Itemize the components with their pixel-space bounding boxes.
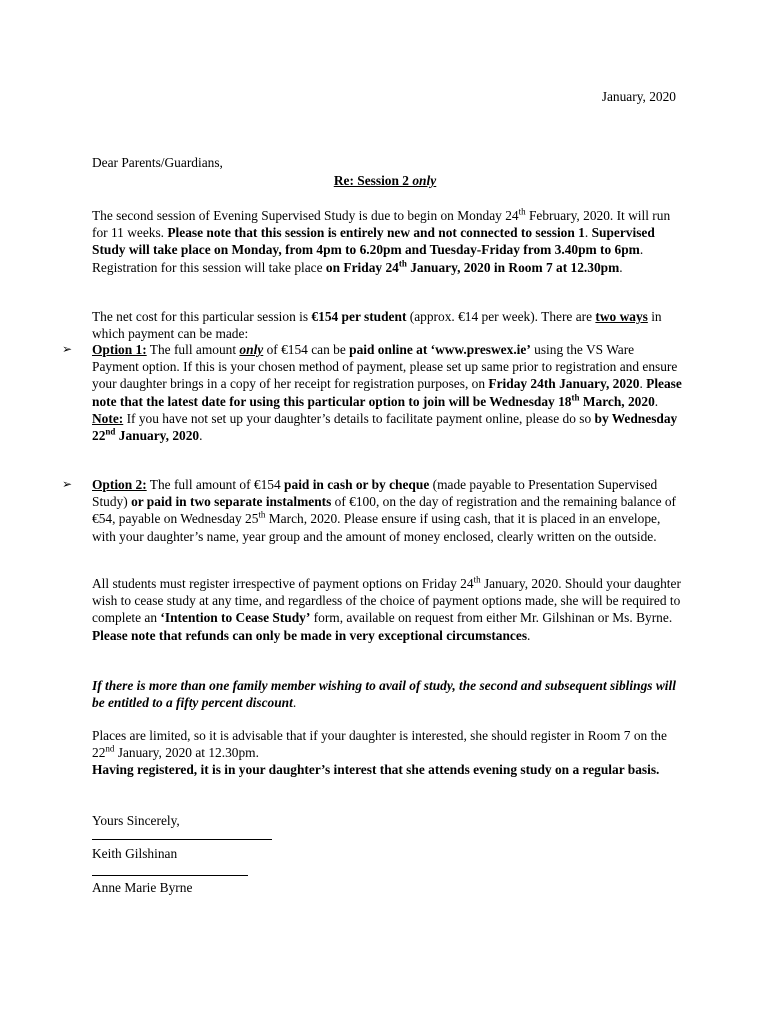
cost-paragraph: The net cost for this particular session is €154 per student (approx. €14 per week). There are two ways in which payment can be made:	[92, 309, 662, 342]
registration-paragraph: All students must register irrespective of payment options on Friday 24th January, 2020. Should your daughter wish to cease study at any time, and regardless of the choice of payment options made, she will be required to complete an ‘Intention to Cease Study’ form, available on request from either Mr. Gilshinan or Ms. Byrne. Please note that refunds can only be made in very exceptional circumstances.	[92, 574, 681, 643]
signatory-1: Keith Gilshinan	[92, 846, 178, 861]
subject-line	[0, 173, 770, 189]
letter-date: January, 2020	[601, 89, 676, 104]
salutation: Dear Parents/Guardians,	[92, 155, 223, 170]
option-1-item: ➢ Option 1: The full amount only of €154 can be paid online at ‘www.preswex.ie’ using the VS Ware Payment option. If this is your chosen method of payment, please set up same prior to registration and ensure your daughter brings in a copy of her receipt for registration purposes, on Friday 24th January, 2020. Please note that the latest date for using this particular option to join will be Wednesday 18th March, 2020. Note: If you have not set up your daughter’s details to facilitate payment online, please do so by Wednesday 22nd January, 2020.	[62, 342, 682, 444]
option-2-item: ➢ Option 2: The full amount of €154 paid in cash or by cheque (made payable to Presentation Supervised Study) or paid in two separate instalments of €100, on the day of registration and the remaining balance of €54, payable on Wednesday 25th March, 2020. Please ensure if using cash, that it is placed in an envelope, with your daughter’s name, year group and the amount of money enclosed, clearly written on the outside.	[62, 477, 677, 544]
sibling-discount-paragraph: If there is more than one family member wishing to avail of study, the second and subsequent siblings will be entitled to a fifty percent discount.	[92, 678, 676, 711]
subject-only: only	[412, 173, 437, 188]
closing: Yours Sincerely,	[92, 813, 180, 828]
signature-line-2	[92, 875, 248, 876]
note-label: Note:	[92, 410, 124, 426]
places-limited-paragraph: Places are limited, so it is advisable that if your daughter is interested, she should register in Room 7 on the 22nd January, 2020 at 12.30pm. Having registered, it is in your daughter’s interest that she attends evening study on a regular basis.	[92, 728, 667, 778]
signatory-2: Anne Marie Byrne	[92, 880, 193, 895]
payment-option-2	[62, 476, 682, 545]
subject-prefix: Re: Session 2	[333, 173, 413, 188]
arrow-bullet-icon: ➢	[62, 342, 73, 356]
session-intro-paragraph: The second session of Evening Supervised Study is due to begin on Monday 24th February, 2020. It will run for 11 weeks. Please note that this session is entirely new and not connected to session 1. Supervised Study will take place on Monday, from 4pm to 6.20pm and Tuesday-Friday from 3.40pm to 6pm. Registration for this session will take place on Friday 24th January, 2020 in Room 7 at 12.30pm.	[92, 206, 671, 275]
arrow-bullet-icon: ➢	[62, 477, 73, 491]
payment-option-1	[62, 341, 682, 444]
signature-line-1	[92, 839, 272, 840]
